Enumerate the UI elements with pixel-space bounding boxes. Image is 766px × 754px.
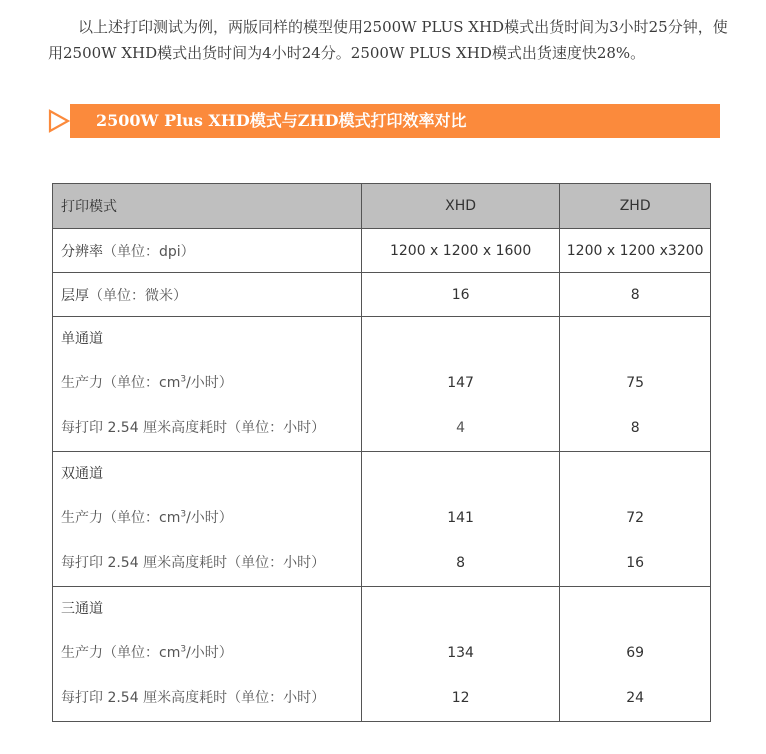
cubic-superscript: 3 xyxy=(180,644,187,655)
time-zhd: 8 xyxy=(630,420,640,436)
productivity-label-text: 生产力（单位：cm xyxy=(61,645,181,661)
row-label-text: 层厚 xyxy=(61,287,89,304)
productivity-label-text: 生产力（单位：cm xyxy=(61,510,181,526)
row-unit-text: （单位：dpi） xyxy=(103,243,195,260)
cubic-superscript: 3 xyxy=(180,509,187,520)
row-label-text: 分辨率 xyxy=(61,243,103,260)
group-xhd-cell xyxy=(361,587,559,722)
cell-xhd: 16 xyxy=(361,273,559,317)
table-group-row xyxy=(53,587,711,722)
group-title: 双通道 xyxy=(61,466,103,482)
table-header-row xyxy=(53,184,711,229)
group-zhd-cell xyxy=(560,317,711,452)
header-mode: 打印模式 xyxy=(53,184,362,229)
productivity-zhd: 69 xyxy=(626,645,645,661)
table-group-row xyxy=(53,452,711,587)
time-label: 每打印 2.54 厘米高度耗时（单位：小时） xyxy=(61,555,326,571)
productivity-xhd: 134 xyxy=(447,645,474,661)
intro-paragraph: 以上述打印测试为例，两版同样的模型使用2500W PLUS XHD模式出货时间为3小时25分钟，使用2500W XHD模式出货时间为4小时24分。2500W PLUS XHD模式出货速度快28%。 xyxy=(48,18,728,62)
productivity-xhd: 141 xyxy=(447,510,474,526)
time-xhd: 4 xyxy=(456,420,466,436)
comparison-table xyxy=(52,183,711,722)
group-label-cell xyxy=(53,452,362,587)
time-zhd: 16 xyxy=(626,555,645,571)
table-row xyxy=(53,273,711,317)
productivity-suffix: /小时） xyxy=(186,375,233,391)
productivity-suffix: /小时） xyxy=(186,510,233,526)
group-xhd-cell xyxy=(361,452,559,587)
time-xhd: 8 xyxy=(456,555,466,571)
section-title: 2500W Plus XHD模式与ZHD模式打印效率对比 xyxy=(96,111,467,130)
header-zhd: ZHD xyxy=(560,184,711,229)
row-label xyxy=(53,229,362,273)
cell-zhd: 8 xyxy=(560,273,711,317)
play-arrow-icon xyxy=(48,109,70,133)
group-title: 三通道 xyxy=(61,601,103,617)
table-row xyxy=(53,229,711,273)
time-xhd: 12 xyxy=(451,690,470,706)
productivity-suffix: /小时） xyxy=(186,645,233,661)
group-title: 单通道 xyxy=(61,331,103,347)
cell-zhd: 1200 x 1200 x3200 xyxy=(560,229,711,273)
productivity-label xyxy=(53,361,361,405)
productivity-xhd: 147 xyxy=(447,375,474,391)
table-group-row xyxy=(53,317,711,452)
cell-xhd: 1200 x 1200 x 1600 xyxy=(361,229,559,273)
group-zhd-cell xyxy=(560,587,711,722)
row-unit-text: （单位：微米） xyxy=(89,287,187,304)
cubic-superscript: 3 xyxy=(180,374,187,385)
group-zhd-cell xyxy=(560,452,711,587)
time-label: 每打印 2.54 厘米高度耗时（单位：小时） xyxy=(61,420,326,436)
time-label: 每打印 2.54 厘米高度耗时（单位：小时） xyxy=(61,690,326,706)
section-banner xyxy=(48,104,720,138)
group-label-cell xyxy=(53,317,362,452)
productivity-zhd: 75 xyxy=(626,375,645,391)
group-xhd-cell xyxy=(361,317,559,452)
time-zhd: 24 xyxy=(626,690,645,706)
productivity-label xyxy=(53,631,361,675)
banner-bar xyxy=(70,104,720,138)
productivity-label-text: 生产力（单位：cm xyxy=(61,375,181,391)
productivity-zhd: 72 xyxy=(626,510,645,526)
group-label-cell xyxy=(53,587,362,722)
productivity-label xyxy=(53,496,361,540)
header-xhd: XHD xyxy=(361,184,559,229)
row-label xyxy=(53,273,362,317)
